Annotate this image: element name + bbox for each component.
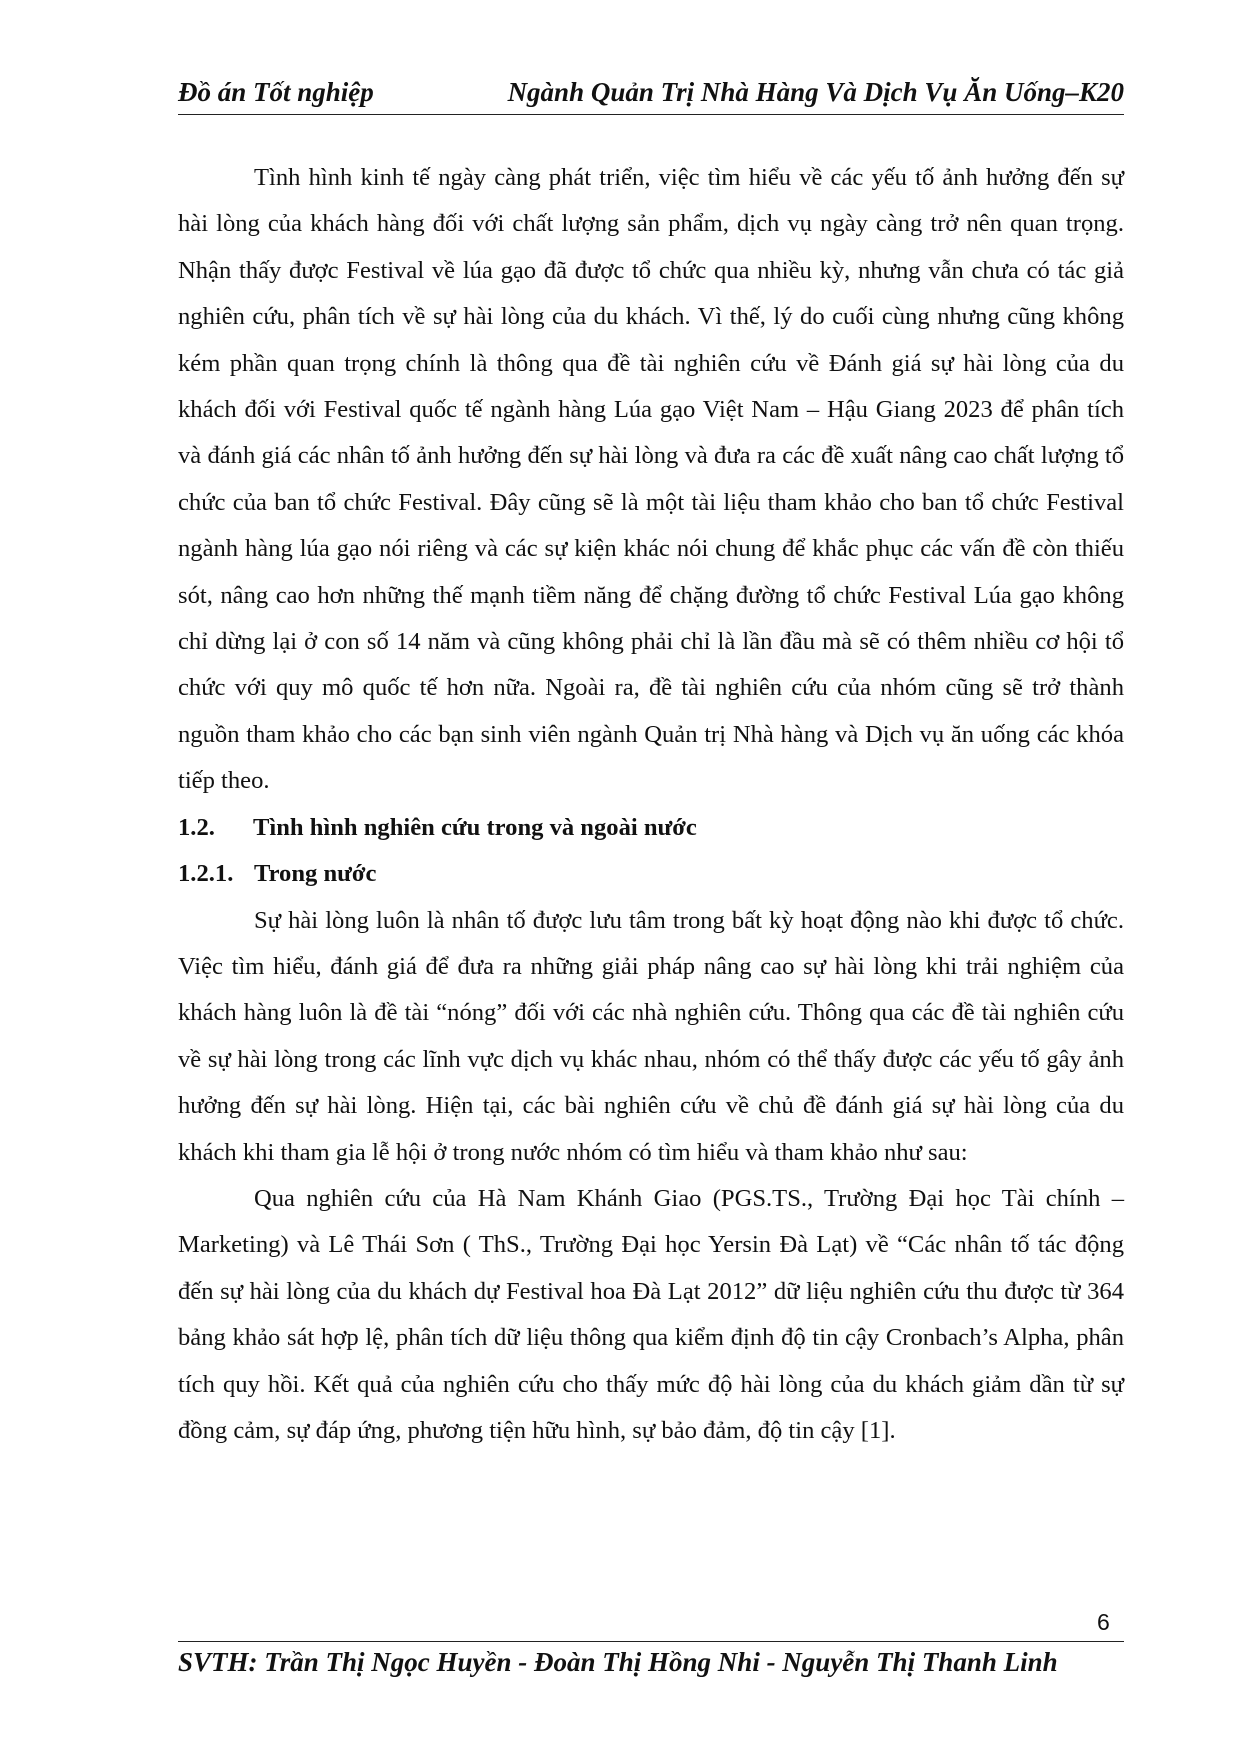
page-body [178, 155, 1124, 1454]
page-header [178, 74, 1124, 115]
subsection-number: 1.2.1. [178, 860, 234, 888]
header-major: Ngành Quản Trị Nhà Hàng Và Dịch Vụ Ăn Uống–K20 [507, 77, 1124, 107]
paragraph-reason: Tình hình kinh tế ngày càng phát triển, việc tìm hiểu về các yếu tố ảnh hưởng đến sự hài lòng của khách hàng đối với chất lượng sản phẩm, dịch vụ ngày càng trở nên quan trọng. Nhận thấy được Festival về lúa gạo đã được tổ chức qua nhiều kỳ, nhưng vẫn chưa có tác giả nghiên cứu, phân tích về sự hài lòng của du khách. Vì thế, lý do cuối cùng nhưng cũng không kém phần quan trọng chính là thông qua đề tài nghiên cứu về Đánh giá sự hài lòng của du khách đối với Festival quốc tế ngành hàng Lúa gạo Việt Nam – Hậu Giang 2023 để phân tích và đánh giá các nhân tố ảnh hưởng đến sự hài lòng và đưa ra các đề xuất nâng cao chất lượng tổ chức của ban tổ chức Festival. Đây cũng sẽ là một tài liệu tham khảo cho ban tổ chức Festival ngành hàng lúa gạo nói riêng và các sự kiện khác nói chung để khắc phục các vấn đề còn thiếu sót, nâng cao hơn những thế mạnh tiềm năng để chặng đường tổ chức Festival Lúa gạo không chỉ dừng lại ở con số 14 năm và cũng không phải chỉ là lần đầu mà sẽ có thêm nhiều cơ hội tổ chức với quy mô quốc tế hơn nữa. Ngoài ra, đề tài nghiên cứu của nhóm cũng sẽ trở thành nguồn tham khảo cho các bạn sinh viên ngành Quản trị Nhà hàng và Dịch vụ ăn uống các khóa tiếp theo. [178, 164, 1124, 795]
paragraph-domestic-intro: Sự hài lòng luôn là nhân tố được lưu tâm trong bất kỳ hoạt động nào khi được tổ chức. Việc tìm hiểu, đánh giá để đưa ra những giải pháp nâng cao sự hài lòng khi trải nghiệm của khách hàng luôn là đề tài “nóng” đối với các nhà nghiên cứu. Thông qua các đề tài nghiên cứu về sự hài lòng trong các lĩnh vực dịch vụ khác nhau, nhóm có thể thấy được các yếu tố gây ảnh hưởng đến sự hài lòng. Hiện tại, các bài nghiên cứu về chủ đề đánh giá sự hài lòng của du khách khi tham gia lễ hội ở trong nước nhóm có tìm hiểu và tham khảo như sau: [178, 906, 1124, 1166]
section-number: 1.2. [178, 813, 215, 841]
footer-authors: SVTH: Trần Thị Ngọc Huyền - Đoàn Thị Hồng Nhi - Nguyễn Thị Thanh Linh [178, 1647, 1058, 1677]
page-footer [178, 1641, 1124, 1682]
subsection-title: Trong nước [254, 860, 377, 888]
paragraph-domestic-study: Qua nghiên cứu của Hà Nam Khánh Giao (PGS.TS., Trường Đại học Tài chính – Marketing) và Lê Thái Sơn ( ThS., Trường Đại học Yersin Đà Lạt) về “Các nhân tố tác động đến sự hài lòng của du khách dự Festival hoa Đà Lạt 2012” dữ liệu nghiên cứu thu được từ 364 bảng khảo sát hợp lệ, phân tích dữ liệu thông qua kiểm định độ tin cậy Cronbach’s Alpha, phân tích quy hồi. Kết quả của nghiên cứu cho thấy mức độ hài lòng của du khách giảm dần từ sự đồng cảm, sự đáp ứng, phương tiện hữu hình, sự bảo đảm, độ tin cậy [1]. [178, 1184, 1124, 1444]
section-title: Tình hình nghiên cứu trong và ngoài nước [253, 813, 697, 841]
section-heading-1-2-1 [178, 851, 1124, 897]
header-document-type: Đồ án Tốt nghiệp [178, 77, 374, 107]
page-number: 6 [1097, 1609, 1110, 1635]
section-heading-1-2 [178, 805, 1124, 851]
